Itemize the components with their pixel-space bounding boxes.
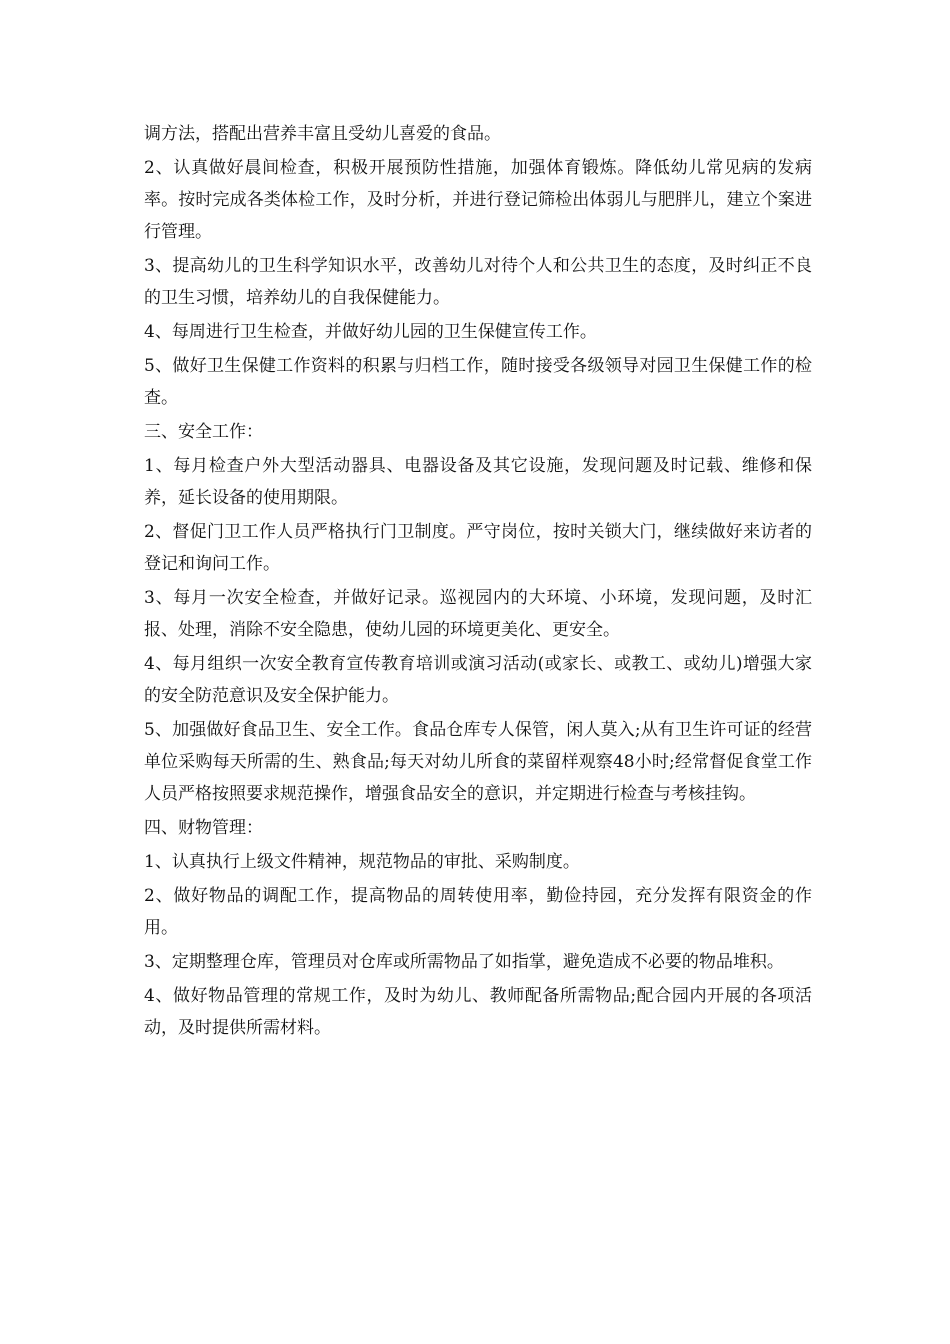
paragraph: 调方法，搭配出营养丰富且受幼儿喜爱的食品。 xyxy=(144,124,501,144)
paragraph: 1、每月检查户外大型活动器具、电器设备及其它设施，发现问题及时记载、维修和保养，延长设备的使用期限。 xyxy=(144,456,812,508)
paragraph: 4、做好物品管理的常规工作，及时为幼儿、教师配备所需物品;配合园内开展的各项活动，及时提供所需材料。 xyxy=(144,986,812,1038)
section-heading: 三、安全工作： xyxy=(144,422,263,442)
paragraph: 3、提高幼儿的卫生科学知识水平，改善幼儿对待个人和公共卫生的态度，及时纠正不良的卫生习惯，培养幼儿的自我保健能力。 xyxy=(144,256,812,308)
paragraph: 2、督促门卫工作人员严格执行门卫制度。严守岗位，按时关锁大门，继续做好来访者的登记和询问工作。 xyxy=(144,522,812,574)
paragraph: 5、做好卫生保健工作资料的积累与归档工作，随时接受各级领导对园卫生保健工作的检查。 xyxy=(144,356,812,408)
paragraph: 2、认真做好晨间检查，积极开展预防性措施，加强体育锻炼。降低幼儿常见病的发病率。按时完成各类体检工作，及时分析，并进行登记筛检出体弱儿与肥胖儿，建立个案进行管理。 xyxy=(144,158,812,242)
paragraph: 1、认真执行上级文件精神，规范物品的审批、采购制度。 xyxy=(144,852,580,872)
document-body xyxy=(144,118,812,1046)
paragraph: 4、每周进行卫生检查，并做好幼儿园的卫生保健宣传工作。 xyxy=(144,322,597,342)
paragraph: 2、做好物品的调配工作，提高物品的周转使用率，勤俭持园，充分发挥有限资金的作用。 xyxy=(144,886,812,938)
paragraph: 3、定期整理仓库，管理员对仓库或所需物品了如指掌，避免造成不必要的物品堆积。 xyxy=(144,952,784,972)
paragraph: 3、每月一次安全检查，并做好记录。巡视园内的大环境、小环境，发现问题，及时汇报、处理，消除不安全隐患，使幼儿园的环境更美化、更安全。 xyxy=(144,588,812,640)
paragraph: 5、加强做好食品卫生、安全工作。食品仓库专人保管，闲人莫入;从有卫生许可证的经营单位采购每天所需的生、熟食品;每天对幼儿所食的菜留样观察48小时;经常督促食堂工作人员严格按照要求规范操作，增强食品安全的意识，并定期进行检查与考核挂钩。 xyxy=(144,720,812,804)
paragraph: 4、每月组织一次安全教育宣传教育培训或演习活动(或家长、或教工、或幼儿)增强大家的安全防范意识及安全保护能力。 xyxy=(144,654,812,706)
section-heading: 四、财物管理： xyxy=(144,818,263,838)
